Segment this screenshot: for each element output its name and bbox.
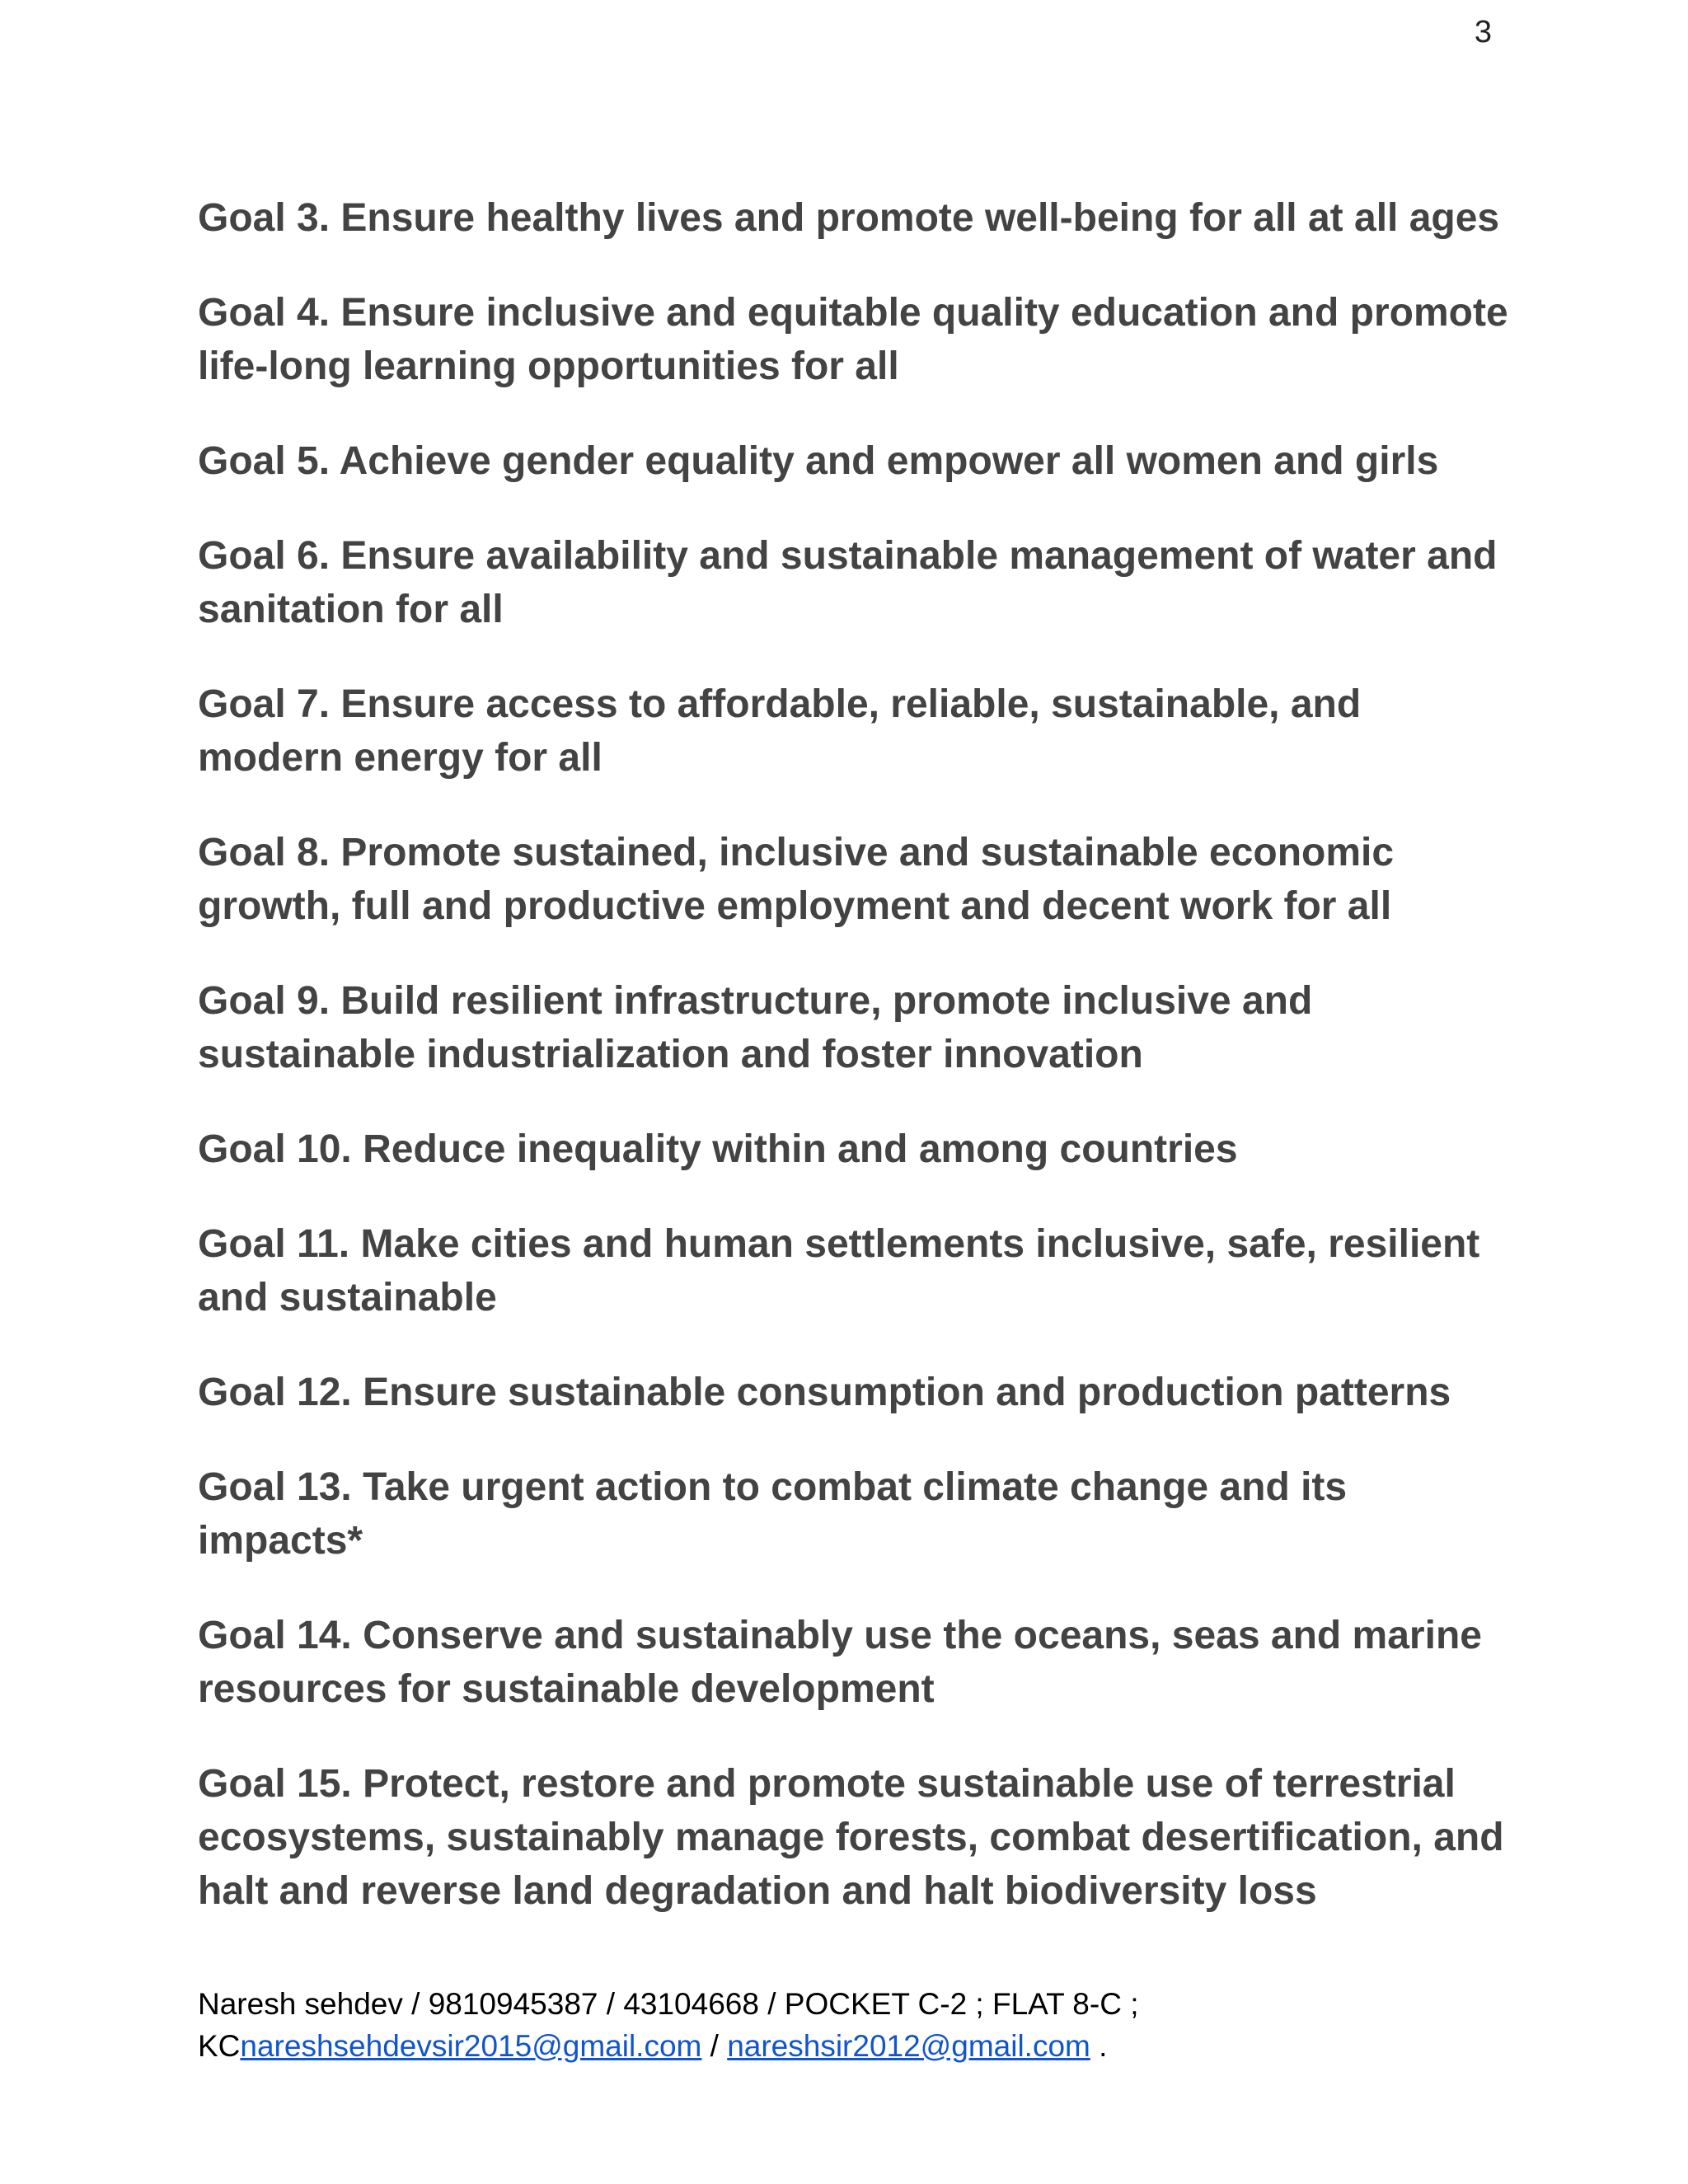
goal-9: Goal 9. Build resilient infrastructure, promote inclusive and sustainable industrialization and foster innovation xyxy=(198,979,1313,1076)
goal-7: Goal 7. Ensure access to affordable, reliable, sustainable, and modern energy for all xyxy=(198,682,1362,780)
goal-12: Goal 12. Ensure sustainable consumption and production patterns xyxy=(198,1371,1451,1414)
email-link-2[interactable]: nareshsir2012@gmail.com xyxy=(727,2029,1090,2063)
footer-address: Naresh sehdev / 9810945387 / 43104668 / POCKET C-2 ; FLAT 8-C ; xyxy=(198,1987,1139,2021)
goal-15: Goal 15. Protect, restore and promote sustainable use of terrestrial ecosystems, sustainably manage forests, combat desertification, and halt and reverse land degradation and halt biodiversity loss xyxy=(198,1762,1504,1913)
email-link-1[interactable]: nareshsehdevsir2015@gmail.com xyxy=(240,2029,702,2063)
email-separator: / xyxy=(701,2029,728,2063)
goal-13: Goal 13. Take urgent action to combat climate change and its impacts* xyxy=(198,1465,1348,1563)
goal-4: Goal 4. Ensure inclusive and equitable quality education and promote life-long learning opportunities for all xyxy=(198,291,1508,388)
goal-10: Goal 10. Reduce inequality within and among countries xyxy=(198,1127,1238,1171)
footer-contact xyxy=(198,1983,1517,2067)
footer-suffix: . xyxy=(1090,2029,1108,2063)
goal-6: Goal 6. Ensure availability and sustainable management of water and sanitation for all xyxy=(198,534,1498,631)
goal-8: Goal 8. Promote sustained, inclusive and sustainable economic growth, full and productive employment and decent work for all xyxy=(198,831,1395,928)
page-number: 3 xyxy=(1474,15,1492,49)
goal-3: Goal 3. Ensure healthy lives and promote well-being for all at all ages xyxy=(198,196,1500,240)
footer-prefix: KC xyxy=(198,2029,241,2063)
goal-11: Goal 11. Make cities and human settlements inclusive, safe, resilient and sustainable xyxy=(198,1222,1480,1319)
footer-emails xyxy=(198,2025,1517,2067)
goal-14: Goal 14. Conserve and sustainably use the oceans, seas and marine resources for sustainable development xyxy=(198,1614,1482,1711)
goals-list xyxy=(198,191,1517,1959)
goal-5: Goal 5. Achieve gender equality and empower all women and girls xyxy=(198,439,1439,483)
